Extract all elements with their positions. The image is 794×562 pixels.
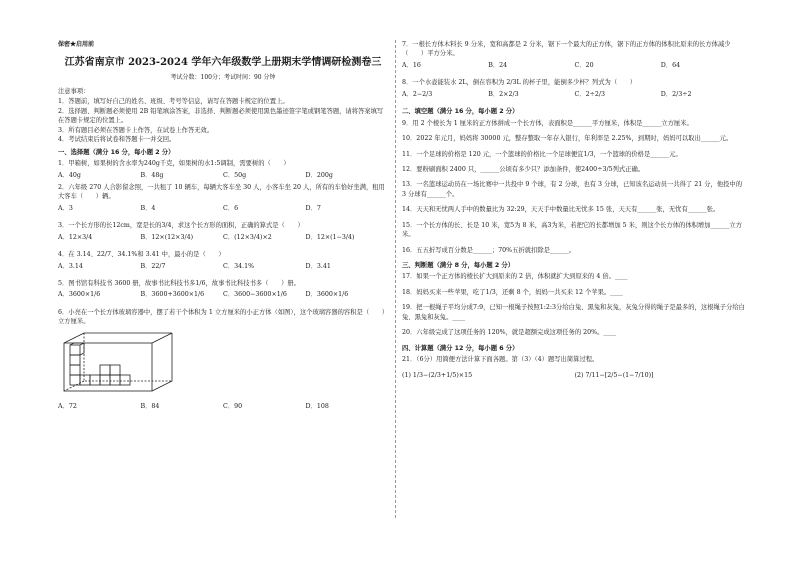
option: B．4	[140, 204, 156, 212]
option: A．3600×1/6	[58, 291, 101, 299]
expression-2: (2) 7/11−[2/5−(1−7/10)]	[574, 371, 654, 379]
cube	[100, 365, 110, 375]
option: A．12×3/4	[58, 233, 93, 241]
cube	[70, 365, 80, 375]
option: A．3.14	[58, 262, 83, 270]
option: C．6	[223, 204, 239, 212]
option: B．22/7	[140, 262, 166, 270]
option: C．34.1%	[223, 262, 255, 270]
options-8	[402, 90, 747, 99]
option: B．84	[140, 403, 160, 411]
column-divider	[395, 40, 396, 518]
question-20: 20．六年级完成了这项任务的 120%，就是超额完成这项任务的 20%。____	[402, 329, 617, 337]
question-18: 18．妈妈买来一些苹果，吃了1/3，还剩 8 个，妈妈一共买来 12 个苹果。____	[402, 288, 623, 296]
options-7	[402, 61, 747, 70]
cube	[110, 375, 120, 385]
option: D．64	[660, 61, 681, 69]
section-title: 三、判断题（满分 8 分，每小题 2 分）	[402, 262, 514, 269]
section-title: 一、选择题（满分 16 分，每小题 2 分）	[58, 148, 175, 156]
question-13: 13．一名篮球运动员在一场比赛中一共投中 9 个球，有 2 分球，也有 3 分球，已知该名运动员一共得了 21 分，他投中的 3 分球有______个。	[402, 181, 743, 198]
box-hidden-edges	[84, 333, 172, 381]
cube	[110, 365, 120, 375]
option: C．50g	[223, 171, 247, 179]
paper-title: 江苏省南京市 2023-2024 学年六年级数学上册期末学情调研检测卷三	[64, 57, 382, 68]
option: C．(12×3/4)×2	[223, 233, 272, 241]
option: C．20	[574, 61, 594, 69]
question-6: 6．小亮在一个长方体玻璃容器中，摆了若干个体积为 1 立方厘米的小正方体（如图），这个玻璃容器的容积是（ ）立方厘米。	[58, 308, 389, 326]
glass-box-diagram	[62, 331, 180, 393]
option: B．24	[488, 61, 508, 69]
option: D．12×(1−3/4)	[305, 233, 355, 241]
question-7: 7．一根长方体木料长 9 分米，宽和高都是 2 分米，锯下一个最大的正方体，锯下的正方体的体积比原来的长方体减少（ ）平方分米。	[402, 41, 731, 58]
notice-item: 1．答题前，填写好自己的姓名、班级、考号等信息，请写在答题卡规定的位置上。	[58, 98, 289, 106]
option: B．3600+3600×1/6	[140, 291, 205, 299]
option: A．40g	[58, 171, 81, 179]
option: B．2×2/3	[488, 90, 519, 98]
question-12: 12．要粉刷面积 2400 只，______公顷有多少只？添加条件，使2400÷3/5列式正确。	[402, 165, 645, 173]
option: D．108	[305, 403, 329, 411]
question-1: 1．甲箱树，如果树的含水率为240g千克，如果树的水1:5调制，需要树的（ ）	[58, 160, 290, 168]
notice-item: 2．选择题、判断题必须使用 2B 铅笔填涂答案，非选择、判断题必须使用黑色墨迹签字笔或钢笔答题，请将答案填写在答题卡规定的位置上。	[58, 107, 384, 125]
notice-title: 注意事项：	[58, 88, 90, 95]
question-15: 15．一个长方体的长、长是 10 米，宽5为 8 米，高3为米，若把它的长都增加 5 米，则这个长方体的体积增加______立方米。	[402, 221, 743, 239]
notice-item: 3．所有题目必须在答题卡上作答，在试卷上作答无效。	[58, 126, 214, 134]
question-17: 17．如果一个正方体的棱长扩大到原来的 2 倍，体积就扩大到原来的 4 倍。____	[402, 273, 628, 281]
option: D．200g	[305, 171, 333, 179]
cube	[100, 375, 110, 385]
question-14: 14．天天和无忧两人手中的数量比为 32:29，天天手中数量比无忧多 15 张，天天有______张，无忧有______张。	[402, 206, 720, 214]
cube	[70, 355, 80, 365]
calc-expressions	[402, 371, 747, 380]
cube-container-figure	[62, 331, 388, 396]
options-4	[58, 262, 388, 271]
notice-item: 4．考试结束后将试卷和答题卡一并交回。	[58, 136, 176, 144]
options-3	[58, 233, 388, 242]
option: A．3	[58, 204, 73, 212]
box-top-edges	[64, 333, 172, 343]
option: B．12×(12×3/4)	[140, 233, 194, 241]
question-11: 11．一个足球的价格是 120 元，一个篮球的价格比一个足球便宜1/3，一个篮球的价格是______元。	[402, 150, 682, 158]
question-3: 3．一个长方形的长12cm，宽是长的3/4，求这个长方形的面积，正确的算式是（ ）	[58, 222, 304, 230]
left-column	[58, 40, 388, 420]
question-21: 21．（6分）用简便方法计算下面各题。第（3）（4）题写出简算过程。	[402, 356, 599, 364]
cube	[90, 375, 100, 385]
option: A．2−2/3	[402, 90, 433, 98]
option: C．2÷2/3	[574, 90, 606, 98]
option: B．48g	[140, 171, 164, 179]
option: D．2/3÷2	[660, 90, 692, 98]
option: D．7	[305, 204, 321, 212]
option: C．90	[223, 403, 243, 411]
options-5	[58, 290, 388, 299]
section-title: 二、填空题（满分 16 分，每小题 2 分）	[402, 108, 519, 116]
cube	[120, 375, 130, 385]
option: D．3600×1/6	[305, 291, 349, 299]
question-10: 10．2022 年元月，妈妈将 30000 元，整存整取一年存入银行，年利率是 2.25%，到期时，妈妈可以取出______元。	[402, 135, 733, 143]
question-9: 9．用 2 个棱长为 1 厘米的正方体拼成一个长方体，表面积是______平方厘米，体积是______立方厘米。	[402, 119, 693, 127]
options-1	[58, 171, 388, 180]
option: C．3600−3600×1/6	[223, 291, 287, 299]
option: A．72	[58, 403, 77, 411]
question-5: 5．图书馆有科技书 3600 册，故事书比科技书多1/6，故事书比科技书多（ ）册。	[58, 280, 300, 287]
exam-info: 考试分数：100分；考试时间：90 分钟	[170, 74, 276, 81]
options-6	[58, 402, 388, 411]
question-16: 16．五五折写成百分数是______；70%五折就扣除是______。	[402, 246, 576, 254]
box-front-face	[64, 343, 152, 391]
secret-label: 保密★启用前	[58, 41, 95, 48]
question-4: 4．在 3.14、22/7、34.1%和 3.41 中，最小的是（ ）	[58, 251, 225, 259]
question-2: 2．六年级 270 人合影留念照，一共租了 10 辆车，每辆大客车坐 30 人，小客车坐 20 人，所有的车恰好坐满，租用大客车（ ）辆。	[58, 183, 385, 201]
cube	[70, 375, 80, 385]
cube	[80, 375, 90, 385]
option: D．3.41	[305, 262, 331, 270]
right-column	[402, 40, 747, 380]
options-2	[58, 204, 388, 213]
option: A．16	[402, 61, 421, 69]
section-title: 四、计算题（满分 12 分，每小题 6 分）	[402, 344, 519, 352]
cube	[70, 345, 80, 355]
expression-1: (1) 1/3−(2/3+1/5)×15	[402, 371, 473, 379]
question-8: 8．一个水壶能装水 2L，倒在容积为 2/3L 的杯子里，能倒多少杯？列式为（ ）	[402, 79, 637, 87]
question-19: 19．把一根绳子平均分成7:9，已知一根绳子按照1:2:3分给白兔、黑兔和灰兔，灰兔分得的绳子是最多的，这根绳子分给白兔、黑兔和灰兔。____	[402, 304, 745, 321]
